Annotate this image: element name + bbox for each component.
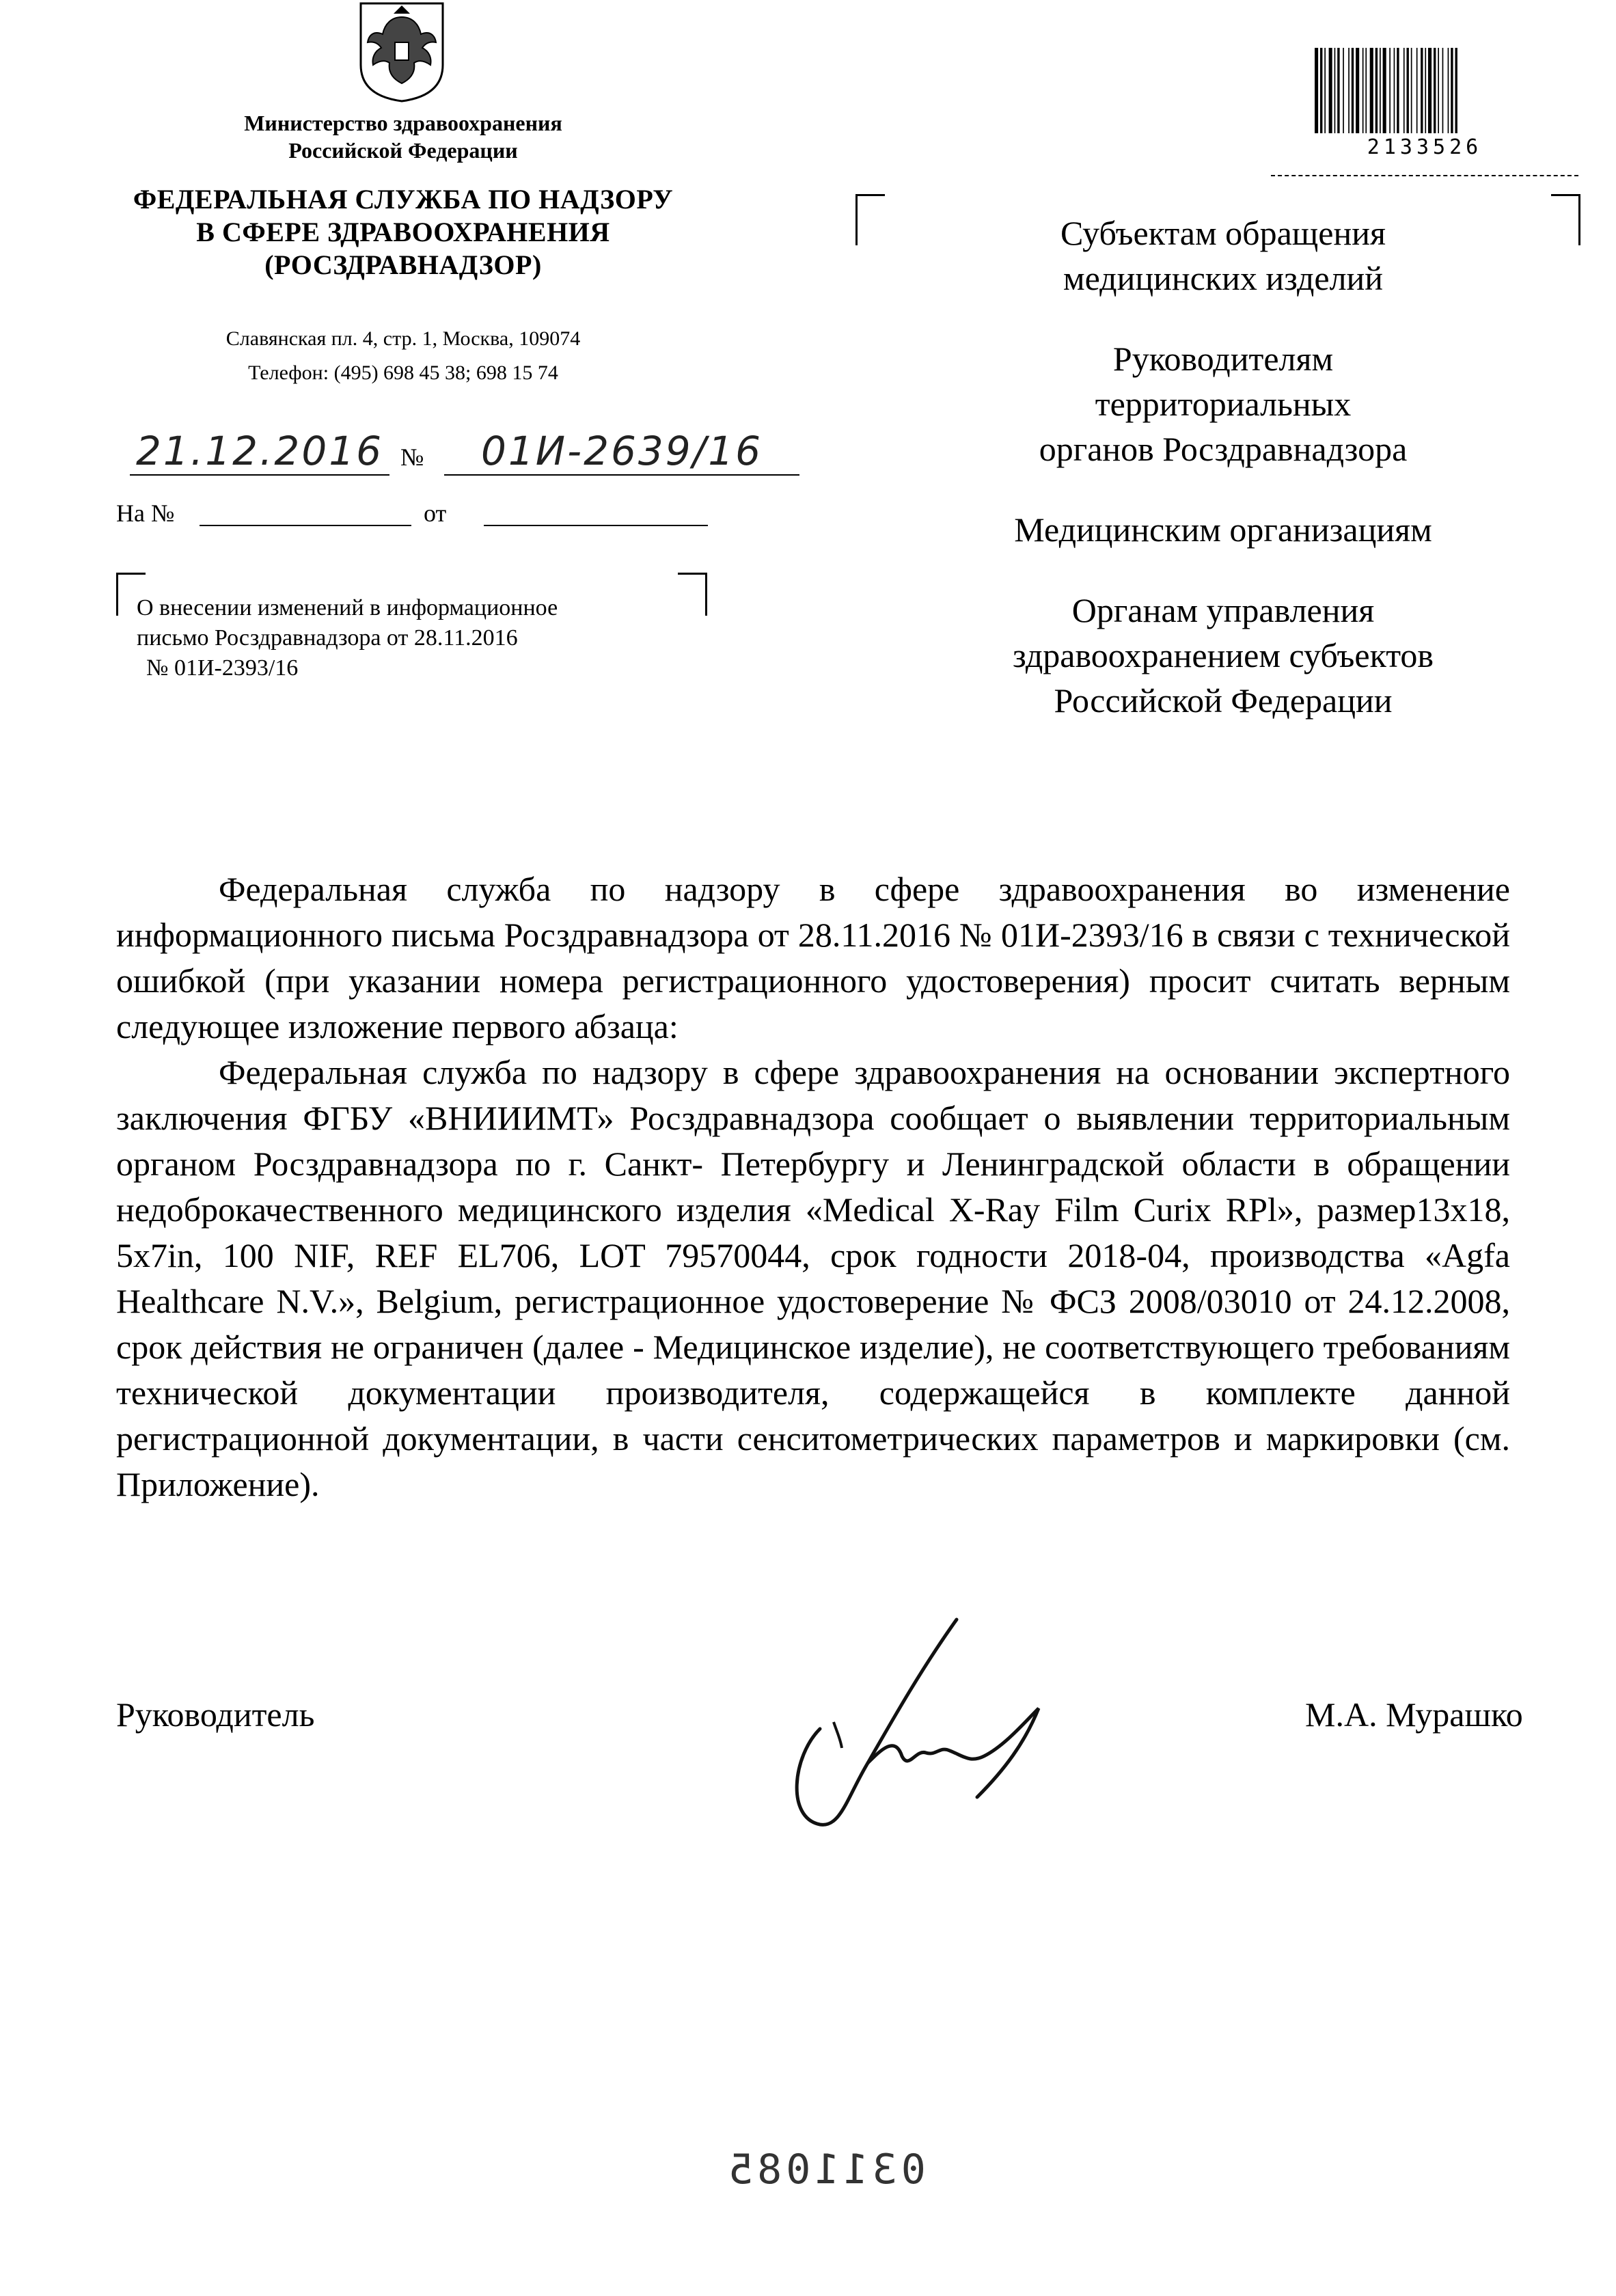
barcode-bar	[1434, 48, 1436, 133]
barcode-rule	[1271, 175, 1578, 176]
letter-body	[116, 866, 1510, 1507]
addressee-line: Руководителям	[1112, 340, 1334, 378]
service-line-2: В СФЕРЕ ЗДРАВООХРАНЕНИЯ	[196, 217, 610, 247]
signatory-name: М.А. Мурашко	[1305, 1695, 1523, 1734]
barcode-bar	[1389, 48, 1391, 133]
barcode-bar	[1334, 48, 1336, 133]
addressee-line: Российской Федерации	[1054, 681, 1393, 720]
reference-label: На №	[116, 500, 175, 527]
barcode-bar	[1442, 48, 1444, 133]
addressee-health-authorities	[929, 588, 1517, 723]
barcode-number: 2133526	[1367, 135, 1483, 159]
barcode-bar	[1438, 48, 1439, 133]
addressee-line: Субъектам обращения	[1060, 214, 1386, 252]
handwritten-number: 01И-2639/16	[444, 428, 799, 476]
addressee-line: территориальных	[1095, 385, 1352, 423]
barcode	[1312, 48, 1537, 137]
reference-number-line	[200, 525, 411, 526]
subject	[137, 593, 670, 683]
service-line-3: (РОСЗДРАВНАДЗОР)	[264, 249, 542, 280]
barcode-bar	[1356, 48, 1359, 133]
ministry-line-1: Министерство здравоохранения	[244, 111, 562, 135]
number-sign: №	[400, 443, 424, 471]
ministry-name	[137, 109, 670, 164]
addressee-corner-right	[1551, 194, 1580, 245]
barcode-bar	[1421, 48, 1423, 133]
service-address: Славянская пл. 4, стр. 1, Москва, 109074	[225, 327, 581, 350]
barcode-bar	[1425, 48, 1426, 133]
barcode-bar	[1411, 48, 1412, 133]
handwritten-signature	[765, 1592, 1093, 1852]
barcode-bar	[1448, 48, 1449, 133]
addressee-line: Медицинским организациям	[1014, 510, 1432, 549]
barcode-bar	[1451, 48, 1453, 133]
addressee-medical-organizations	[929, 507, 1517, 552]
service-phone: Телефон: (495) 698 45 38; 698 15 74	[248, 361, 558, 384]
coat-of-arms-icon	[354, 0, 450, 102]
ministry-line-2: Российской Федерации	[288, 138, 518, 163]
body-paragraph-1: Федеральная служба по надзору в сфере здравоохранения во изменение информационного письма Росздравнадзора от 28.11.2016 № 01И-2393/16 в связи с технической ошибкой (при указании номера регистрационного удостоверения) просит считать верным следующее изложение первого абзаца:	[116, 870, 1510, 1046]
barcode-bar	[1315, 48, 1318, 133]
barcode-bar	[1343, 48, 1344, 133]
barcode-bar	[1320, 48, 1322, 133]
barcode-bar	[1455, 48, 1457, 133]
service-line-1: ФЕДЕРАЛЬНАЯ СЛУЖБА ПО НАДЗОРУ	[133, 184, 674, 215]
bottom-stamp-number: 0311085	[724, 2146, 926, 2194]
barcode-bar	[1383, 48, 1386, 133]
addressee-line: органов Росздравнадзора	[1039, 430, 1408, 468]
barcode-bar	[1370, 48, 1373, 133]
addressee-line: медицинских изделий	[1063, 259, 1384, 297]
addressee-medical-device-subjects	[929, 210, 1517, 301]
barcode-bar	[1375, 48, 1378, 133]
addressee-corner-left	[855, 194, 885, 245]
barcode-bar	[1428, 48, 1432, 133]
barcode-bar	[1416, 48, 1418, 133]
reference-from-label: от	[424, 500, 447, 527]
barcode-bar	[1337, 48, 1339, 133]
barcode-bar	[1394, 48, 1395, 133]
barcode-bar	[1324, 48, 1326, 133]
body-paragraph-2: Федеральная служба по надзору в сфере здравоохранения на основании экспертного заключения ФГБУ «ВНИИИМТ» Росздравнадзора сообщает о выявлении территориальным органом Росздравнадзора по г. Санкт- Петербургу и Ленинградской области в обращении недоброкачественного медицинского изделия «Medical X-Ray Film Curix RPl», размер13x18, 5x7in, 100 NIF, REF EL706, LOT 79570044, срок годности 2018-04, производства «Agfa Healthcare N.V.», Belgium, регистрационное удостоверение № ФСЗ 2008/03010 от 24.12.2008, срок действия не ограничен (далее - Медицинское изделие), не соответствующего требованиям технической документации производителя, содержащейся в комплекте данной регистрационной документации, в части сенситометрических параметров и маркировки (см. Приложение).	[116, 1053, 1510, 1503]
addressee-line: Органам управления	[1071, 591, 1375, 629]
service-name	[89, 183, 717, 282]
subject-corner-right	[678, 573, 707, 616]
handwritten-date: 21.12.2016	[130, 428, 389, 476]
subject-line-3: № 01И-2393/16	[146, 655, 299, 681]
barcode-bar	[1365, 48, 1367, 133]
barcode-bar	[1380, 48, 1381, 133]
signatory-role: Руководитель	[116, 1695, 315, 1734]
addressee-line: здравоохранением субъектов	[1012, 636, 1434, 674]
subject-line-1: О внесении изменений в информационное	[137, 595, 558, 620]
addressee-territorial-heads	[929, 336, 1517, 472]
barcode-bar	[1407, 48, 1409, 133]
reference-date-line	[484, 525, 708, 526]
barcode-bar	[1403, 48, 1405, 133]
barcode-bar	[1329, 48, 1332, 133]
barcode-bar	[1352, 48, 1354, 133]
barcode-bar	[1362, 48, 1364, 133]
barcode-bar	[1348, 48, 1350, 133]
subject-line-2: письмо Росздравнадзора от 28.11.2016	[137, 625, 518, 651]
addressees	[929, 210, 1517, 758]
barcode-bar	[1397, 48, 1399, 133]
